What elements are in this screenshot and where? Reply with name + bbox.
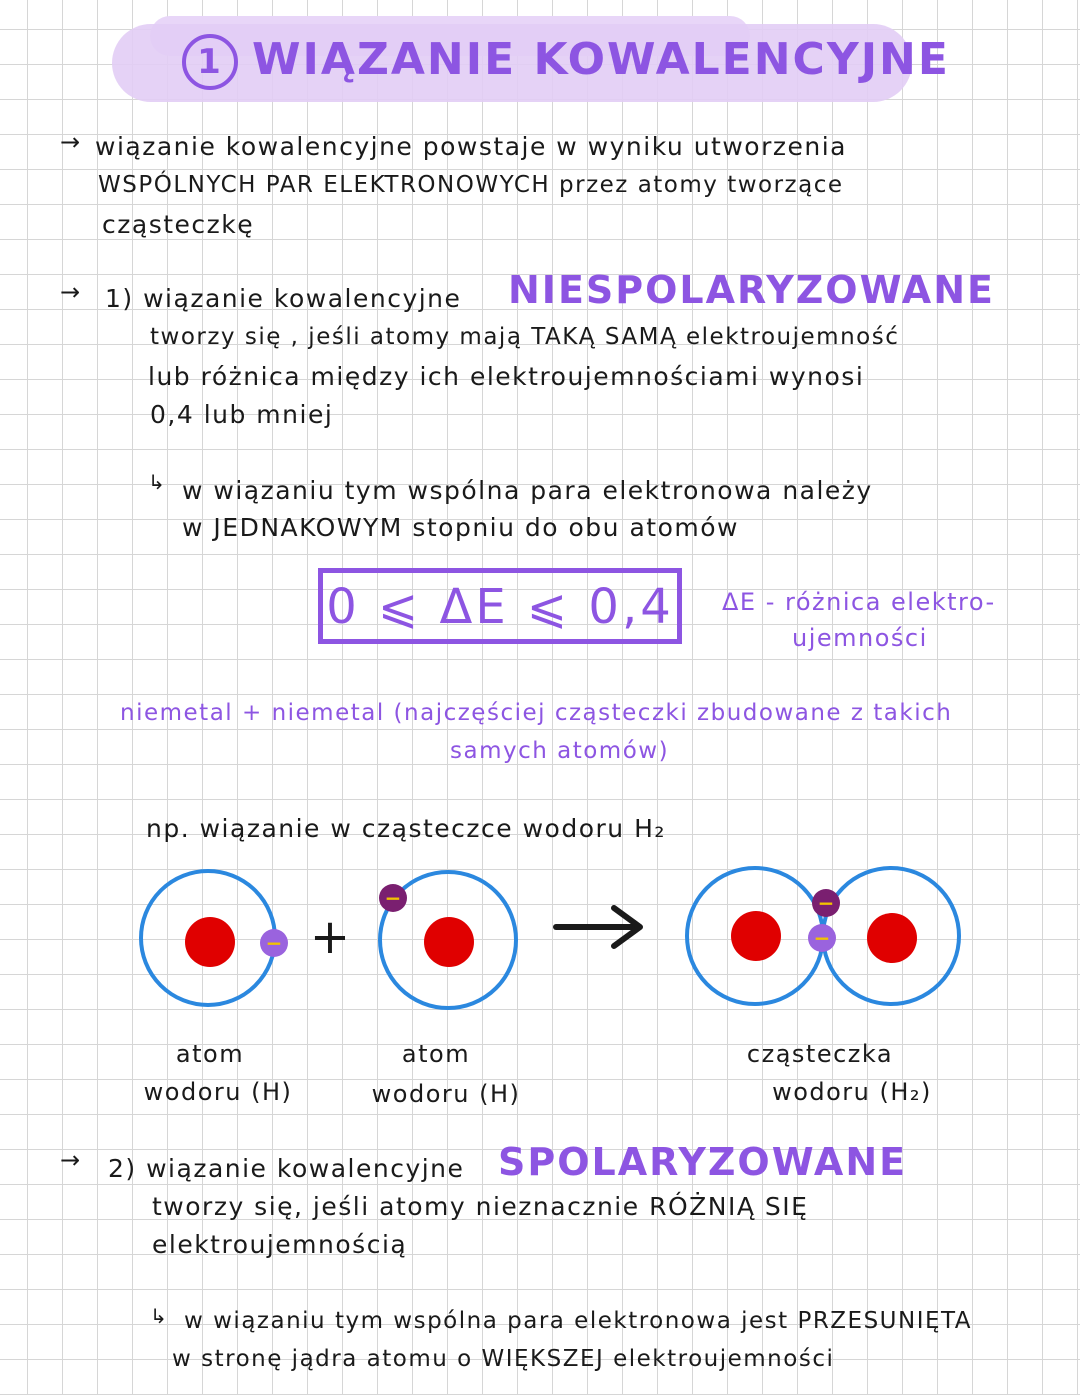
title-number: 1 bbox=[182, 34, 238, 90]
section2-keyword: SPOLARYZOWANE bbox=[498, 1140, 908, 1184]
label-molecule-line1: cząsteczka bbox=[746, 1040, 894, 1068]
intro-line-1: wiązanie kowalencyjne powstaje w wyniku utworzenia bbox=[95, 132, 847, 161]
atom1-electron-sign: − bbox=[265, 931, 283, 955]
combo-line-1: niemetal + niemetal (najczęściej cząsteczki zbudowane z takich bbox=[120, 700, 953, 726]
label-atom1-line2: wodoru (H) bbox=[143, 1078, 293, 1106]
intro-line-2: WSPÓLNYCH PAR ELEKTRONOWYCH przez atomy tworzące bbox=[98, 172, 844, 198]
section1-line-3: 0,4 lub mniej bbox=[150, 400, 334, 429]
section1-sub-line-1: w wiązaniu tym wspólna para elektronowa należy bbox=[182, 476, 873, 505]
section2-line-1: tworzy się, jeśli atomy nieznacznie RÓŻNIĄ SIĘ bbox=[152, 1192, 809, 1221]
label-molecule-line2: wodoru (H₂) bbox=[772, 1078, 932, 1106]
section1-prefix: 1) wiązanie kowalencyjne bbox=[105, 284, 462, 313]
section2-sub-line-2: w stronę jądra atomu o WIĘKSZEJ elektroujemności bbox=[172, 1346, 835, 1372]
section2-arrow: → bbox=[60, 1146, 82, 1174]
molecule-electron-top-sign: − bbox=[817, 891, 835, 915]
section1-keyword: NIESPOLARYZOWANE bbox=[508, 268, 995, 312]
example-text: np. wiązanie w cząsteczce wodoru H₂ bbox=[146, 814, 666, 843]
label-atom2-line2: wodoru (H) bbox=[371, 1080, 521, 1108]
label-atom2-line1: atom bbox=[401, 1040, 471, 1068]
section1-line-2: lub różnica między ich elektroujemnościami wynosi bbox=[148, 362, 865, 391]
section1-sub-line-2: w JEDNAKOWYM stopniu do obu atomów bbox=[182, 513, 739, 542]
intro-line-3: cząsteczkę bbox=[102, 210, 255, 239]
section2-sub-line-1: w wiązaniu tym wspólna para elektronowa jest PRZESUNIĘTA bbox=[184, 1308, 973, 1334]
section1-arrow: → bbox=[60, 278, 82, 306]
page-title bbox=[182, 34, 950, 90]
formula-note-1: ΔE - różnica elektro- bbox=[722, 588, 996, 616]
atom2-electron-sign: − bbox=[384, 886, 402, 910]
hydrogen-diagram bbox=[0, 850, 1080, 1030]
section2-prefix: 2) wiązanie kowalencyjne bbox=[108, 1154, 465, 1183]
title-text: WIĄZANIE KOWALENCYJNE bbox=[252, 34, 950, 85]
atom1-nucleus bbox=[185, 917, 235, 967]
intro-arrow: → bbox=[60, 128, 82, 156]
formula-note-2: ujemności bbox=[792, 624, 928, 652]
section1-sub-marker: ↳ bbox=[148, 470, 167, 494]
section1-line-1: tworzy się , jeśli atomy mają TAKĄ SAMĄ elektroujemność bbox=[150, 324, 900, 350]
label-atom1-line1: atom bbox=[175, 1040, 245, 1068]
section2-sub-marker: ↳ bbox=[150, 1304, 169, 1328]
section2-line-2: elektroujemnością bbox=[152, 1230, 408, 1259]
molecule-nucleus-left bbox=[731, 911, 781, 961]
molecule-electron-bottom-sign: − bbox=[813, 926, 831, 950]
combo-line-2: samych atomów) bbox=[450, 738, 670, 764]
molecule-nucleus-right bbox=[867, 913, 917, 963]
formula-box: 0 ⩽ ΔE ⩽ 0,4 bbox=[318, 568, 682, 644]
atom2-nucleus bbox=[424, 917, 474, 967]
plus-sign: + bbox=[309, 909, 351, 965]
